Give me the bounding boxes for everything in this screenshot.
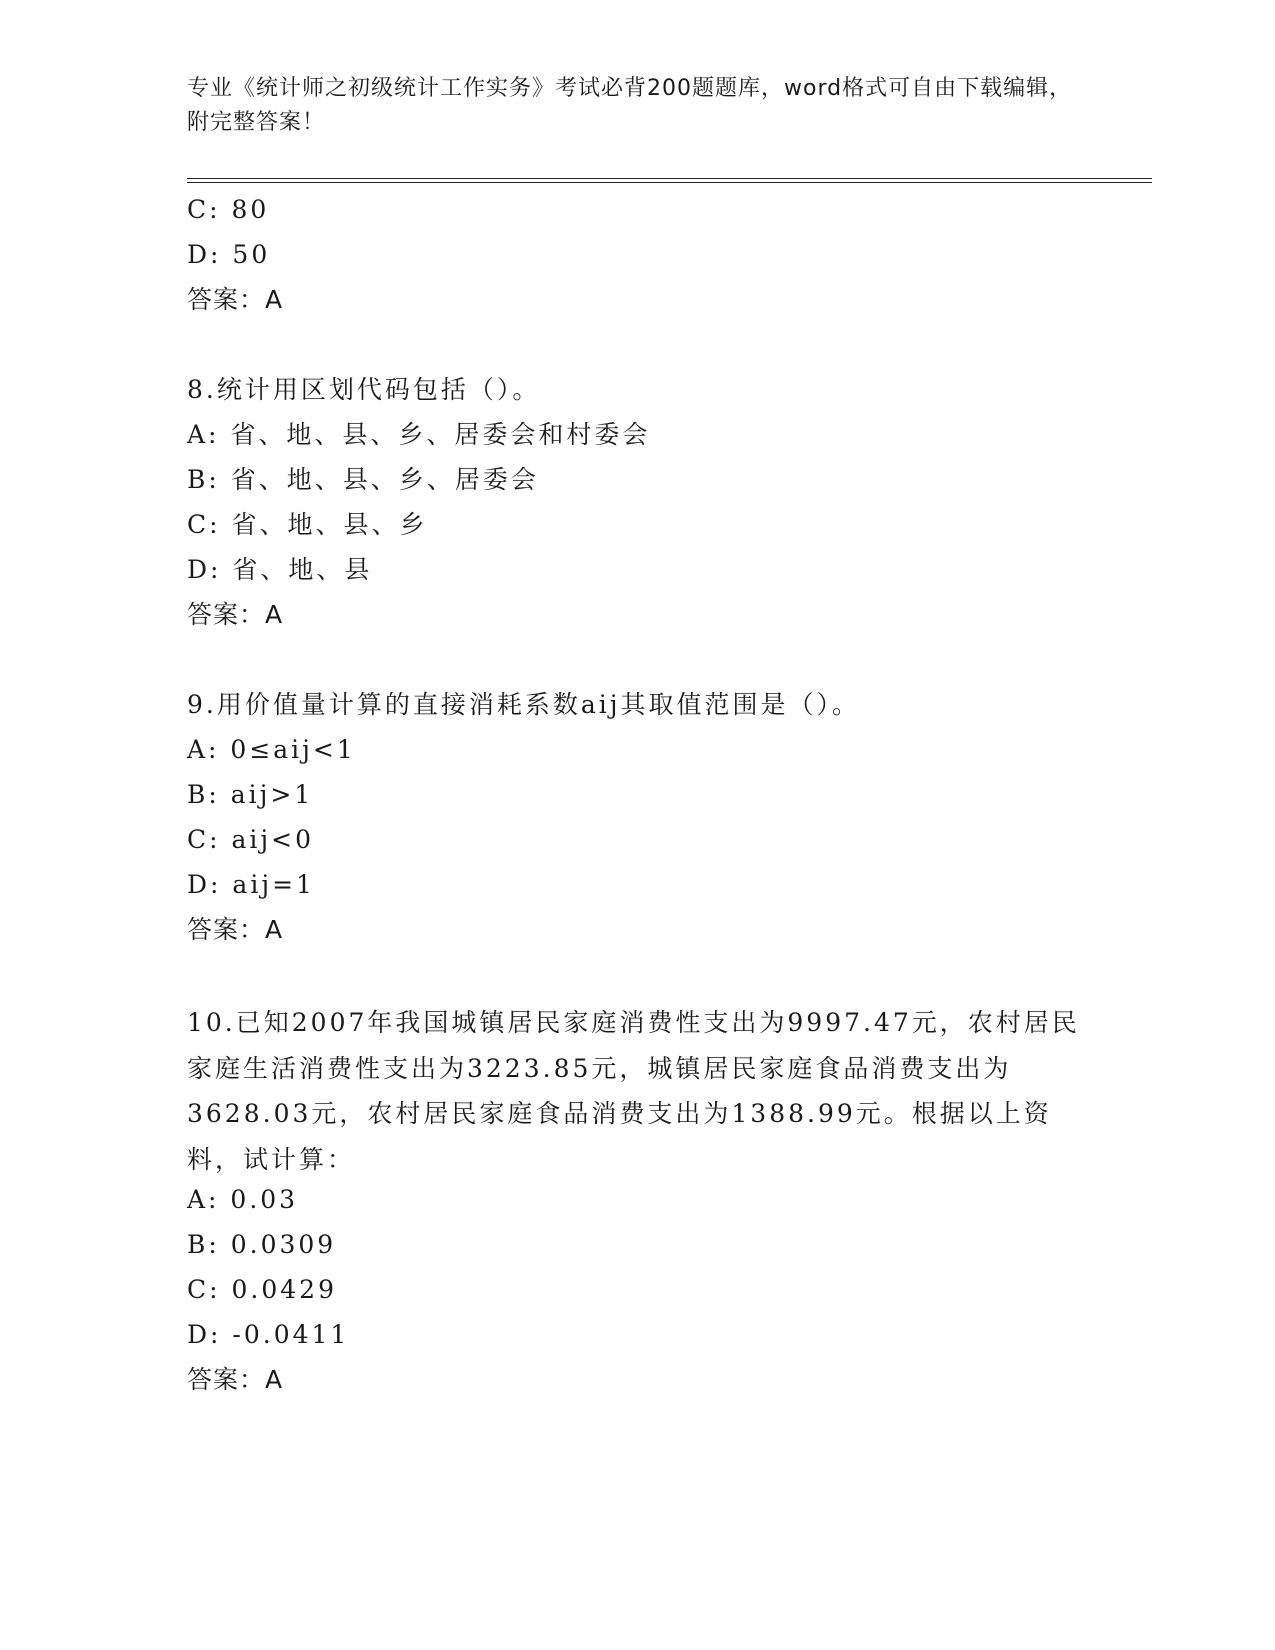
q8-option-a: A: 省、地、县、乡、居委会和村委会 [187, 420, 651, 449]
prev-option-d: D: 50 [187, 240, 271, 269]
q10-answer: 答案：A [187, 1365, 284, 1394]
q9-stem: 9.用价值量计算的直接消耗系数aij其取值范围是（）。 [187, 690, 861, 719]
q8-option-d: D: 省、地、县 [187, 555, 373, 584]
document-header: 专业《统计师之初级统计工作实务》考试必背200题题库，word格式可自由下载编辑，附完整答案！ [187, 76, 1073, 135]
q8-option-b: B: 省、地、县、乡、居委会 [187, 465, 539, 494]
q10-option-a: A: 0.03 [187, 1185, 299, 1214]
q10-option-c: C: 0.0429 [187, 1275, 337, 1304]
prev-option-c: C: 80 [187, 195, 270, 224]
header-divider-top [187, 178, 1152, 179]
q9-option-d: D: aij=1 [187, 870, 315, 899]
q8-stem: 8.统计用区划代码包括（）。 [187, 375, 541, 404]
q9-option-c: C: aij<0 [187, 825, 315, 854]
q10-option-d: D: -0.0411 [187, 1320, 350, 1349]
q10-stem: 10.已知2007年我国城镇居民家庭消费性支出为9997.47元，农村居民家庭生活消费性支出为3223.85元，城镇居民家庭食品消费支出为3628.03元，农村居民家庭食品消费支出为1388.99元。根据以上资料，试计算： [187, 1008, 1080, 1174]
header-divider-bottom [187, 182, 1152, 183]
q10-option-b: B: 0.0309 [187, 1230, 337, 1259]
prev-answer: 答案：A [187, 285, 284, 314]
q9-option-a: A: 0≤aij<1 [187, 735, 356, 764]
q9-answer: 答案：A [187, 915, 284, 944]
q8-answer: 答案：A [187, 600, 284, 629]
q8-option-c: C: 省、地、县、乡 [187, 510, 428, 539]
q9-option-b: B: aij>1 [187, 780, 314, 809]
